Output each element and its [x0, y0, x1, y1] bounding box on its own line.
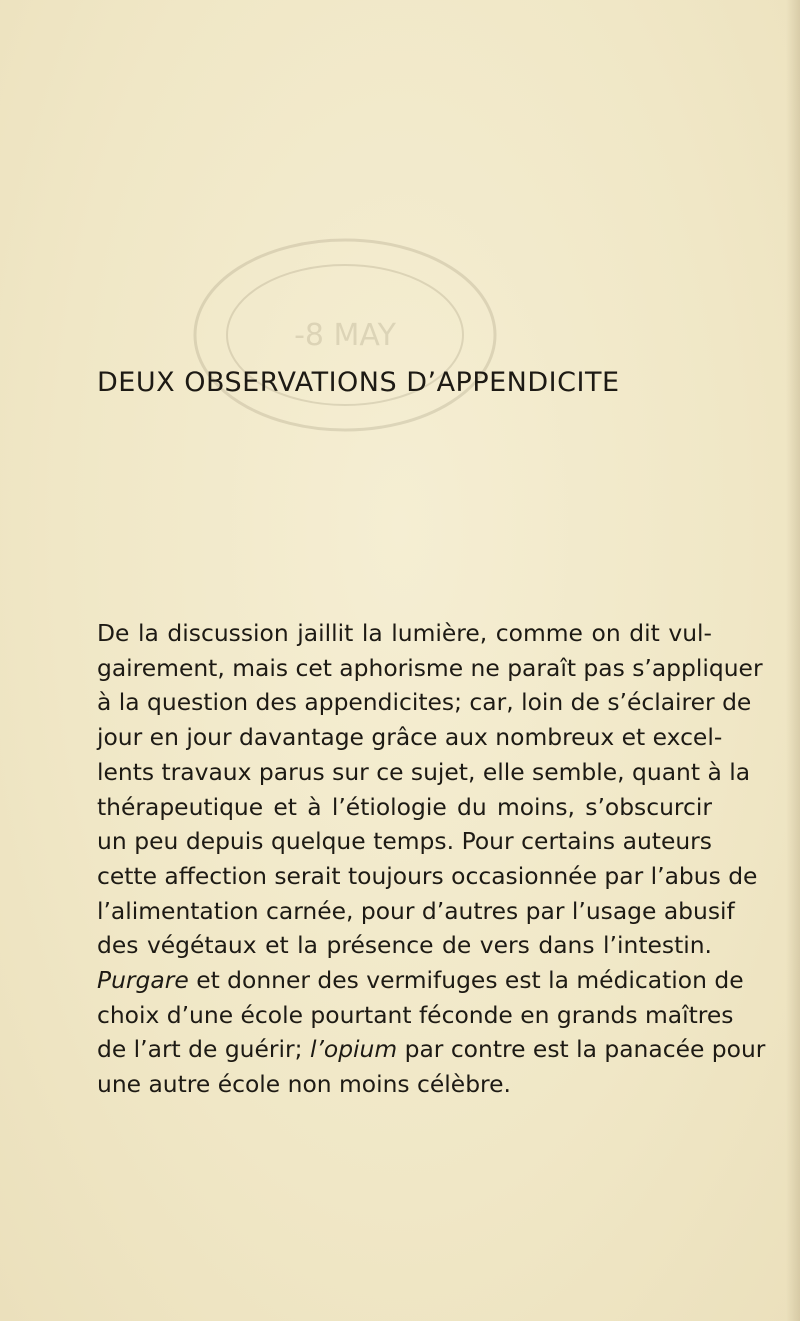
italic-word: Purgare: [97, 966, 189, 995]
italic-word: l’opium: [309, 1035, 398, 1064]
text-line: thérapeutique et à l’étiologie du moins, s’obscurcir: [97, 792, 712, 821]
text-line: lents travaux parus sur ce sujet, elle semble, quant à la: [97, 757, 751, 786]
text-line: [97, 963, 744, 998]
svg-text:-8 MAY: -8 MAY: [294, 318, 396, 353]
line-text: et donner des vermifuges est la médication de: [196, 966, 744, 995]
text-line: un peu depuis quelque temps. Pour certains auteurs: [97, 827, 712, 856]
line-text: de l’art de guérir;: [97, 1035, 303, 1064]
text-line: De la discussion jaillit la lumière, comme on dit vul-: [97, 619, 712, 647]
text-line: cette affection serait toujours occasionnée par l’abus de: [97, 861, 758, 890]
text-line: des végétaux et la présence de vers dans l’intestin.: [97, 931, 712, 960]
body-paragraph: [97, 616, 766, 1102]
text-line: gairement, mais cet aphorisme ne paraît pas s’appliquer: [97, 653, 763, 682]
text-line: à la question des appendicites; car, loin de s’éclairer de: [97, 688, 752, 717]
page-title: DEUX OBSERVATIONS D’APPENDICITE: [97, 367, 620, 398]
text-line: une autre école non moins célèbre.: [97, 1070, 511, 1099]
text-line: choix d’une école pourtant féconde en grands maîtres: [97, 1000, 734, 1029]
page-edge-shadow: [786, 0, 800, 1321]
line-text: par contre est la panacée pour: [404, 1035, 766, 1064]
text-line: [97, 1032, 766, 1067]
text-line: l’alimentation carnée, pour d’autres par l’usage abusif: [97, 896, 735, 925]
library-stamp-watermark: [175, 205, 515, 435]
text-line: jour en jour davantage grâce aux nombreux et excel-: [97, 723, 723, 752]
